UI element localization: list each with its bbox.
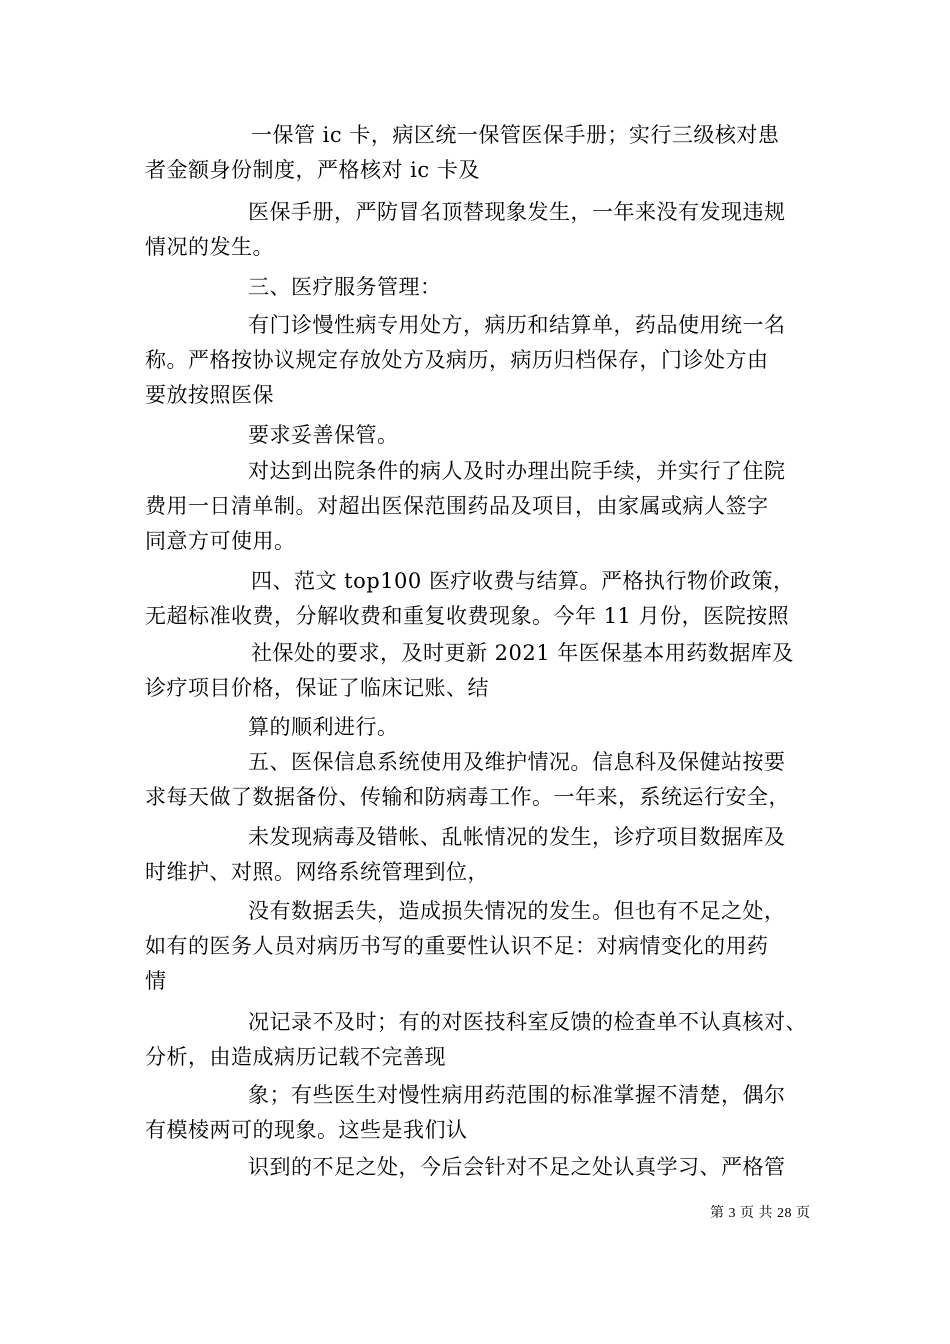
paragraph-line: 称。严格按协议规定存放处方及病历，病历归档保存，门诊处方由 bbox=[145, 348, 769, 372]
paragraph-line: 五、医保信息系统使用及维护情况。信息科及保健站按要 bbox=[248, 750, 786, 774]
paragraph-line: 者金额身份制度，严格核对 ic 卡及 bbox=[145, 158, 480, 182]
paragraph-14 bbox=[145, 1078, 810, 1148]
paragraph-line: 无超标准收费，分解收费和重复收费现象。今年 11 月份，医院按照 bbox=[145, 604, 790, 628]
paragraph-line: 同意方可使用。 bbox=[145, 529, 296, 553]
paragraph-line: 诊疗项目价格，保证了临床记账、结 bbox=[145, 676, 489, 700]
paragraph-1 bbox=[145, 118, 810, 188]
paragraph-line: 一保管 ic 卡，病区统一保管医保手册；实行三级核对患 bbox=[251, 123, 780, 147]
paragraph-8 bbox=[145, 636, 810, 706]
page-number-footer: 第 3 页 共 28 页 bbox=[710, 1206, 811, 1221]
paragraph-line: 对达到出院条件的病人及时办理出院手续，并实行了住院 bbox=[248, 459, 786, 483]
paragraph-11 bbox=[145, 820, 810, 890]
paragraph-line: 识到的不足之处，今后会针对不足之处认真学习、严格管 bbox=[248, 1155, 786, 1179]
paragraph-2 bbox=[145, 195, 810, 265]
paragraph-line: 有门诊慢性病专用处方，病历和结算单，药品使用统一名 bbox=[248, 313, 786, 337]
paragraph-line: 医保手册，严防冒名顶替现象发生，一年来没有发现违规 bbox=[248, 200, 786, 224]
section-heading-4 bbox=[145, 564, 810, 634]
paragraph-line: 分析，由造成病历记载不完善现 bbox=[145, 1045, 446, 1069]
paragraph-line: 要求妥善保管。 bbox=[248, 423, 399, 447]
paragraph-line: 没有数据丢失，造成损失情况的发生。但也有不足之处， bbox=[248, 899, 786, 923]
paragraph-line: 况记录不及时；有的对医技科室反馈的检查单不认真核对、 bbox=[248, 1010, 807, 1034]
paragraph-4 bbox=[145, 308, 810, 413]
section-heading-3 bbox=[145, 270, 810, 305]
paragraph-line: 有模棱两可的现象。这些是我们认 bbox=[145, 1118, 468, 1142]
paragraph-line: 求每天做了数据备份、传输和防病毒工作。一年来，系统运行安全， bbox=[145, 785, 790, 809]
paragraph-line: 费用一日清单制。对超出医保范围药品及项目，由家属或病人签字 bbox=[145, 494, 769, 518]
paragraph-9 bbox=[145, 710, 810, 745]
paragraph-15 bbox=[145, 1150, 810, 1185]
paragraph-line: 如有的医务人员对病历书写的重要性认识不足：对病情变化的用药 bbox=[145, 934, 769, 958]
paragraph-line: 情况的发生。 bbox=[145, 235, 274, 259]
paragraph-line: 要放按照医保 bbox=[145, 383, 274, 407]
paragraph-6 bbox=[145, 454, 810, 559]
paragraph-line: 社保处的要求，及时更新 2021 年医保基本用药数据库及 bbox=[251, 641, 794, 665]
paragraph-line: 象；有些医生对慢性病用药范围的标准掌握不清楚，偶尔 bbox=[248, 1083, 786, 1107]
paragraph-13 bbox=[145, 1005, 810, 1075]
paragraph-line: 未发现病毒及错帐、乱帐情况的发生，诊疗项目数据库及 bbox=[248, 825, 786, 849]
paragraph-line: 时维护、对照。网络系统管理到位， bbox=[145, 860, 489, 884]
paragraph-line: 四、范文 top100 医疗收费与结算。严格执行物价政策， bbox=[251, 569, 795, 593]
paragraph-5 bbox=[145, 418, 810, 453]
paragraph-12 bbox=[145, 894, 810, 999]
paragraph-line: 情 bbox=[145, 969, 167, 993]
section-heading-5 bbox=[145, 745, 810, 815]
paragraph-line: 三、医疗服务管理： bbox=[248, 275, 442, 299]
paragraph-line: 算的顺利进行。 bbox=[248, 715, 399, 739]
